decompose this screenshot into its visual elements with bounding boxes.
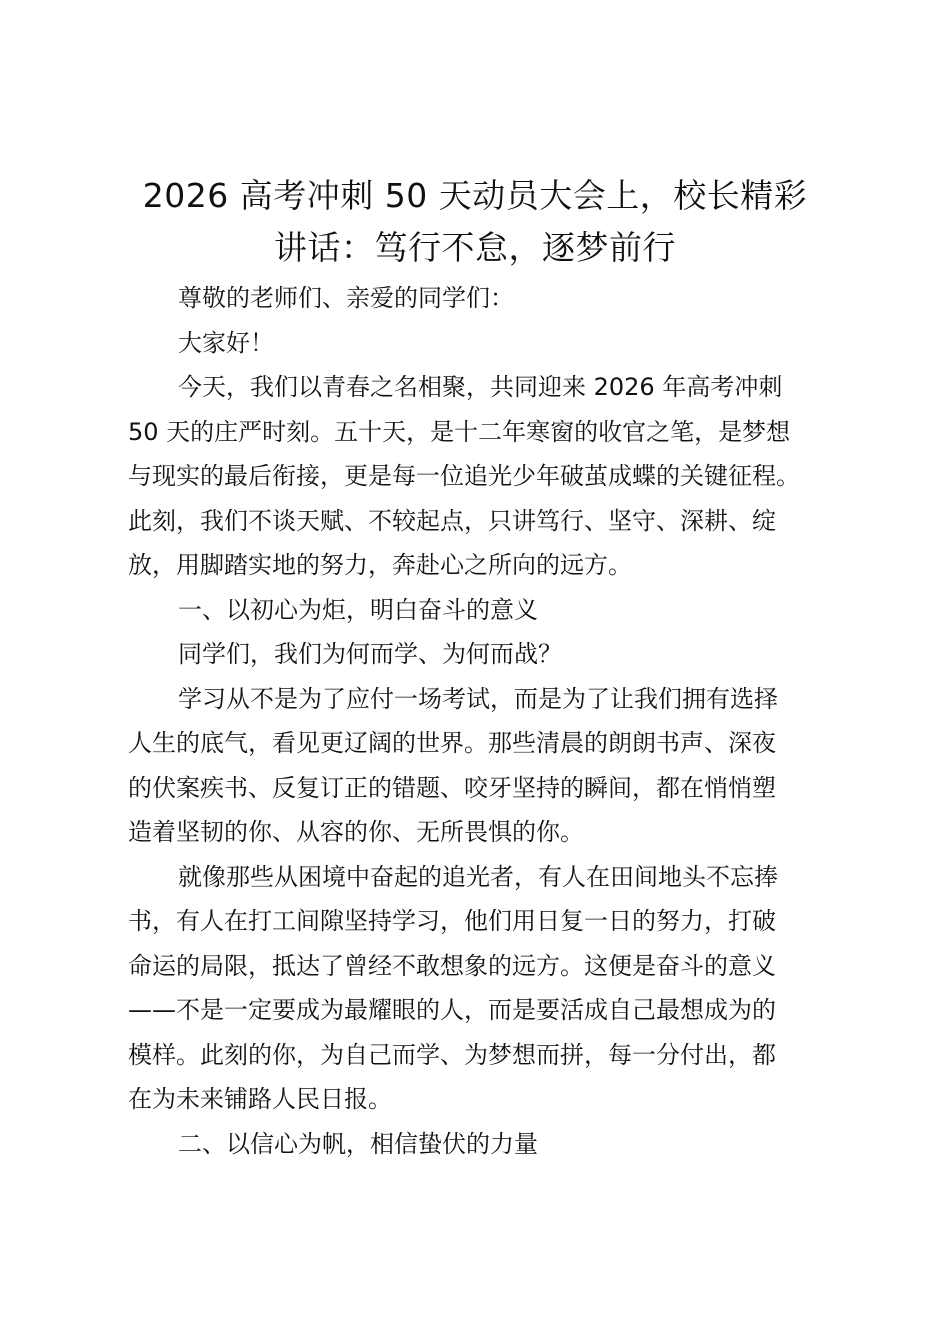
- paragraph-line: 的伏案疾书、反复订正的错题、咬牙坚持的瞬间，都在悄悄塑: [128, 773, 776, 802]
- paragraph-line: 书，有人在打工间隙坚持学习，他们用日复一日的努力，打破: [128, 907, 776, 935]
- paragraph-line: 人生的底气，看见更辽阔的世界。那些清晨的朗朗书声、深夜: [128, 729, 776, 757]
- paragraph-line: 学习从不是为了应付一场考试，而是为了让我们拥有选择: [178, 684, 778, 713]
- paragraph-line: 模样。此刻的你，为自己而学、为梦想而拼，每一分付出，都: [128, 1040, 776, 1069]
- paragraph-line: 与现实的最后衔接，更是每一位追光少年破茧成蝶的关键征程。: [128, 462, 800, 490]
- greeting: 大家好！: [178, 328, 274, 357]
- paragraph-line: 今天，我们以青春之名相聚，共同迎来 2026 年高考冲刺: [178, 373, 783, 401]
- salutation: 尊敬的老师们、亲爱的同学们：: [178, 284, 514, 312]
- paragraph-line: 同学们，我们为何而学、为何而战？: [178, 640, 562, 668]
- paragraph-line: 此刻，我们不谈天赋、不较起点，只讲笃行、坚守、深耕、绽: [128, 506, 776, 535]
- paragraph-line: 50 天的庄严时刻。五十天，是十二年寒窗的收官之笔，是梦想: [128, 417, 791, 446]
- title-line-2: 讲话：笃行不怠，逐梦前行: [274, 228, 676, 267]
- paragraph-line: 命运的局限，抵达了曾经不敢想象的远方。这便是奋斗的意义: [128, 951, 776, 980]
- paragraph-line: 就像那些从困境中奋起的追光者，有人在田间地头不忘捧: [178, 862, 778, 891]
- section-heading-1: 一、以初心为炬，明白奋斗的意义: [178, 595, 538, 624]
- paragraph-line: 在为未来铺路人民日报。: [128, 1085, 392, 1113]
- document-title: [100, 170, 850, 274]
- paragraph-line: 放，用脚踏实地的努力，奔赴心之所向的远方。: [128, 551, 632, 579]
- paragraph-line: 造着坚韧的你、从容的你、无所畏惧的你。: [128, 818, 584, 846]
- document-body: [128, 276, 848, 1166]
- section-heading-2: 二、以信心为帆，相信蛰伏的力量: [178, 1129, 538, 1158]
- paragraph-line: ——不是一定要成为最耀眼的人，而是要活成自己最想成为的: [128, 996, 776, 1024]
- title-line-1: 2026 高考冲刺 50 天动员大会上，校长精彩: [142, 176, 808, 215]
